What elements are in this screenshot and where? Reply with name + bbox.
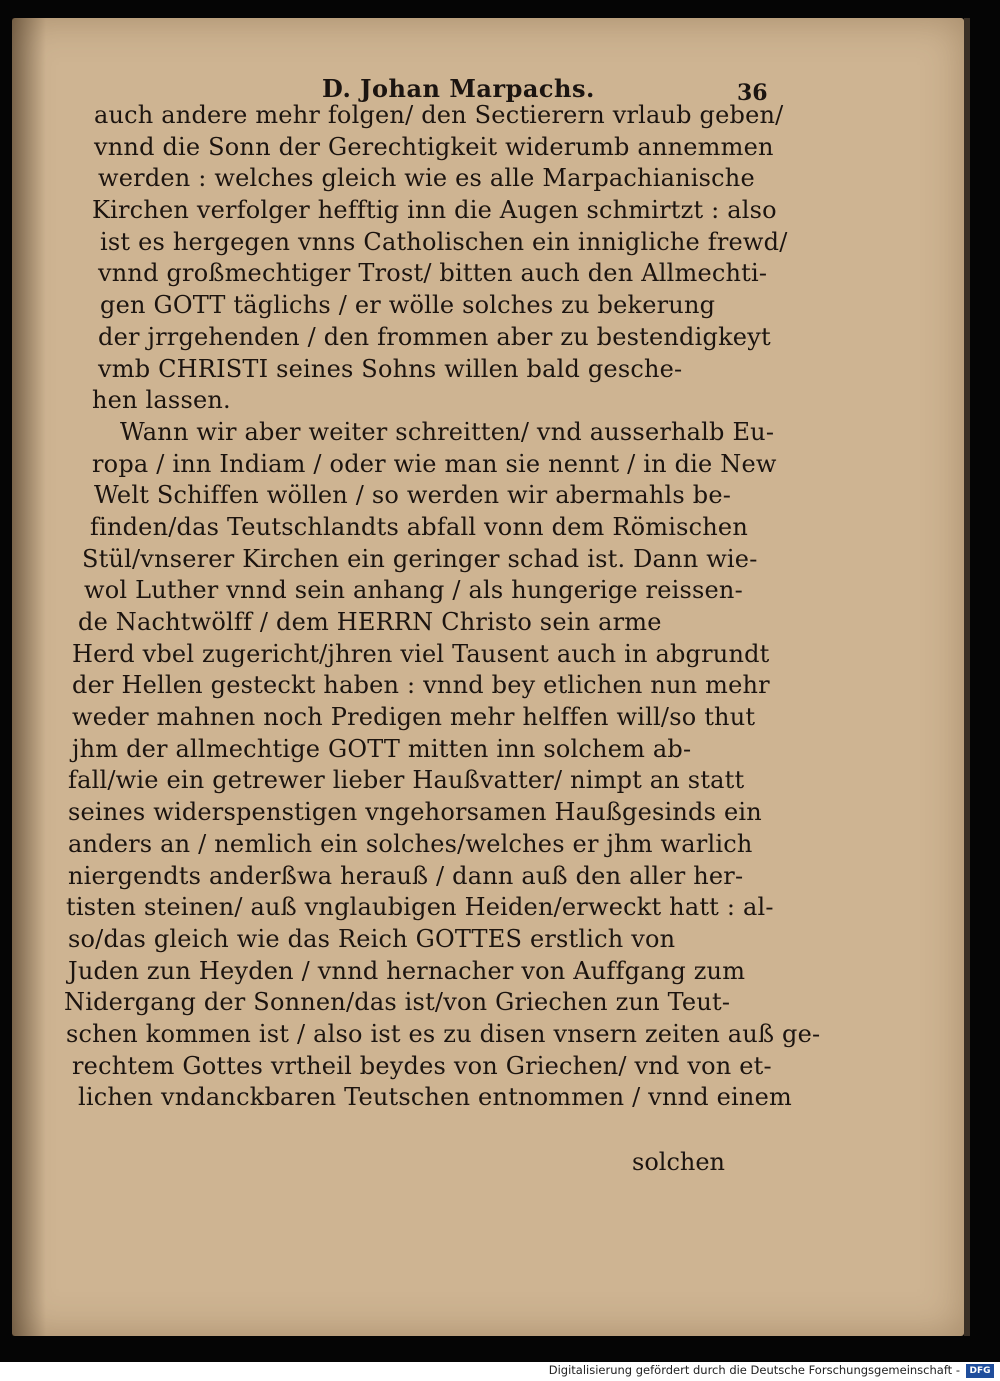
text-line: vmb CHRISTI seines Sohns willen bald gesche- bbox=[98, 354, 683, 383]
text-line: lichen vndanckbaren Teutschen entnommen / vnnd einem bbox=[78, 1083, 792, 1112]
text-line: anders an / nemlich ein solches/welches er jhm warlich bbox=[68, 829, 753, 858]
text-line: tisten steinen/ auß vnglaubigen Heiden/erweckt hatt : al- bbox=[66, 893, 774, 922]
text-line: seines widerspenstigen vngehorsamen Haußgesinds ein bbox=[68, 798, 762, 827]
text-line: auch andere mehr folgen/ den Sectierern vrlaub geben/ bbox=[94, 101, 784, 129]
page-number: 36 bbox=[737, 80, 768, 106]
gutter-shadow bbox=[12, 18, 46, 1336]
text-line: ropa / inn Indiam / oder wie man sie nennt / in die New bbox=[92, 449, 777, 478]
text-line: niergendts anderßwa herauß / dann auß den aller her- bbox=[68, 861, 744, 890]
catchword: solchen bbox=[632, 1148, 725, 1176]
text-line: wol Luther vnnd sein anhang / als hungerige reissen- bbox=[84, 576, 743, 605]
text-line: Welt Schiffen wöllen / so werden wir abermahls be- bbox=[94, 481, 732, 510]
text-line: hen lassen. bbox=[92, 386, 231, 415]
text-line: weder mahnen noch Predigen mehr helffen will/so thut bbox=[72, 703, 756, 732]
text-line: gen GOTT täglichs / er wölle solches zu bekerung bbox=[100, 291, 716, 320]
text-line: Stül/vnserer Kirchen ein geringer schad ist. Dann wie- bbox=[82, 544, 758, 573]
running-head: D. Johan Marpachs. bbox=[322, 74, 595, 103]
text-line: Juden zun Heyden / vnnd hernacher von Auffgang zum bbox=[68, 956, 746, 985]
text-line: werden : welches gleich wie es alle Marpachianische bbox=[98, 164, 755, 193]
text-line: de Nachtwölff / dem HERRN Christo sein arme bbox=[78, 608, 662, 636]
text-line: Wann wir aber weiter schreitten/ vnd ausserhalb Eu- bbox=[120, 417, 775, 446]
dfg-logo: DFG bbox=[966, 1364, 994, 1378]
text-line: schen kommen ist / also ist es zu disen vnsern zeiten auß ge- bbox=[66, 1019, 821, 1048]
footer-credit: Digitalisierung gefördert durch die Deutsche Forschungsgemeinschaft - bbox=[548, 1363, 960, 1377]
page-edge bbox=[964, 18, 970, 1336]
text-line: Kirchen verfolger hefftig inn die Augen schmirtzt : also bbox=[92, 196, 777, 225]
text-line: so/das gleich wie das Reich GOTTES erstlich von bbox=[68, 924, 676, 953]
text-line: Herd vbel zugericht/jhren viel Tausent auch in abgrundt bbox=[72, 639, 770, 668]
text-line: rechtem Gottes vrtheil beydes von Griechen/ vnd von et- bbox=[72, 1051, 772, 1080]
text-line: fall/wie ein getrewer lieber Haußvatter/ nimpt an statt bbox=[68, 766, 745, 795]
footer-bar bbox=[0, 1362, 1000, 1381]
text-line: jhm der allmechtige GOTT mitten inn solchem ab- bbox=[72, 734, 692, 763]
body-text bbox=[64, 100, 821, 1114]
text-line: vnnd großmechtiger Trost/ bitten auch den Allmechti- bbox=[98, 259, 768, 288]
text-line: finden/das Teutschlandts abfall vonn dem Römischen bbox=[90, 512, 748, 541]
text-line: ist es hergegen vnns Catholischen ein innigliche frewd/ bbox=[100, 227, 788, 256]
text-line: der Hellen gesteckt haben : vnnd bey etlichen nun mehr bbox=[72, 671, 770, 700]
text-line: vnnd die Sonn der Gerechtigkeit widerumb annemmen bbox=[94, 132, 774, 161]
text-line: Nidergang der Sonnen/das ist/von Griechen zun Teut- bbox=[64, 988, 731, 1017]
text-line: der jrrgehenden / den frommen aber zu bestendigkeyt bbox=[98, 322, 771, 351]
